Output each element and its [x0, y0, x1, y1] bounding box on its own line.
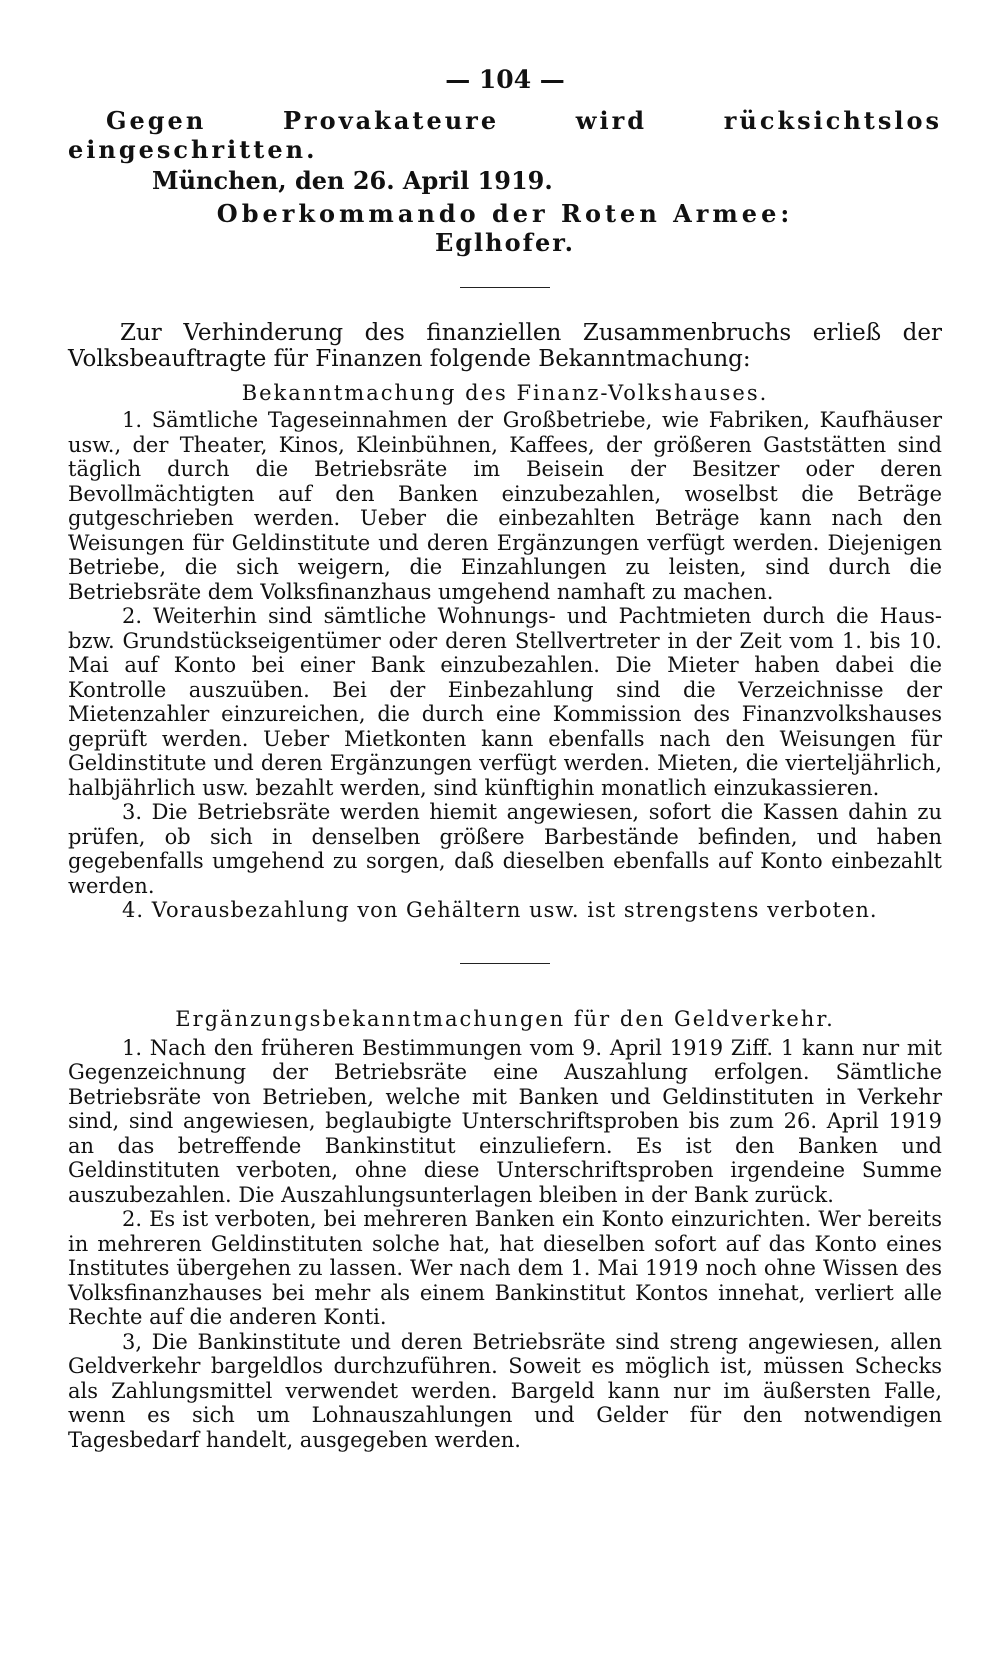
finance-title: Bekanntmachung des Finanz-Volkshauses. [241, 381, 769, 405]
proclamation-block [68, 106, 942, 257]
section-divider [460, 963, 550, 964]
proclamation-place-date: München, den 26. April 1919. [152, 166, 553, 195]
finance-item-2: 2. Weiterhin sind sämtliche Wohnungs- und Pachtmieten durch die Haus- bzw. Grundstückseigentümer oder deren Stellvertreter in der Zeit vom 1. bis 10. Mai auf Konto bei einer Bank einzubezahlen. Die Mieter haben dabei die Kontrolle auszuüben. Bei der Einbezahlung sind die Verzeichnisse der Mietenzahler einzureichen, die durch eine Kommission des Finanzvolkshauses geprüft werden. Ueber Mietkonten kann ebenfalls nach den Weisungen für Geldinstitute und deren Ergänzungen verfügt werden. Mieten, die vierteljährlich, halbjährlich usw. bezahlt werden, sind künftighin monatlich einzukassieren. [68, 604, 942, 800]
finance-item-4: 4. Vorausbezahlung von Gehältern usw. ist strengstens verboten. [122, 898, 878, 922]
proclamation-headline: Gegen Provakateure wird rücksichtslos eingeschritten. [68, 106, 942, 164]
document-page [68, 64, 942, 1452]
supplement-item-1: 1. Nach den früheren Bestimmungen vom 9. April 1919 Ziff. 1 kann nur mit Gegenzeichnung der Betriebsräte eine Auszahlung erfolgen. Sämtliche Betriebsräte von Betrieben, welche mit Banken und Geldinstituten in Verkehr sind, sind angewiesen, beglaubigte Unterschriftsproben bis zum 26. April 1919 an das betreffende Bankinstitut einzuliefern. Es ist den Banken und Geldinstituten verboten, ohne diese Unterschriftsproben irgendeine Summe auszubezahlen. Die Auszahlungsunterlagen bleiben in der Bank zurück. [68, 1035, 942, 1207]
supplement-announcement [68, 1006, 942, 1453]
proclamation-authority: Oberkommando der Roten Armee: [216, 199, 794, 228]
supplement-item-3: 3, Die Bankinstitute und deren Betriebsräte sind streng angewiesen, allen Geldverkehr bargeldlos durchzuführen. Soweit es möglich ist, müssen Schecks als Zahlungsmittel verwendet werden. Bargeld kann nur im äußersten Falle, wenn es sich um Lohnauszahlungen und Gelder für den notwendigen Tagesbedarf handelt, ausgegeben werden. [68, 1329, 942, 1452]
supplement-item-2: 2. Es ist verboten, bei mehreren Banken ein Konto einzurichten. Wer bereits in mehreren Geldinstituten solche hat, hat dieselben sofort auf das Konto eines Institutes übergehen zu lassen. Wer nach dem 1. Mai 1919 noch ohne Wissen des Volksfinanzhauses bei mehr als einem Bankinstitut Kontos innehat, verliert alle Rechte auf die anderen Konti. [68, 1207, 942, 1329]
section-divider [460, 287, 550, 288]
finance-item-1: 1. Sämtliche Tageseinnahmen der Großbetriebe, wie Fabriken, Kaufhäuser usw., der Theater, Kinos, Kleinbühnen, Kaffees, der größeren Gaststätten sind täglich durch die Betriebsräte im Beisein der Besitzer oder deren Bevollmächtigten auf den Banken einzubezahlen, woselbst die Beträge gutgeschrieben werden. Ueber die einbezahlten Beträge kann nach den Weisungen für Geldinstitute und deren Ergänzungen verfügt werden. Diejenigen Betriebe, die sich weigern, die Einzahlungen zu leisten, sind durch die Betriebsräte dem Volksfinanzhaus umgehend namhaft zu machen. [68, 408, 942, 604]
finance-intro: Zur Verhinderung des finanziellen Zusammenbruchs erließ der Volksbeauftragte für Finanzen folgende Bekanntmachung: [68, 320, 942, 372]
finance-item-3: 3. Die Betriebsräte werden hiemit angewiesen, sofort die Kassen dahin zu prüfen, ob sich in denselben größere Barbestände befinden, und haben gegebenfalls umgehend zu sorgen, daß dieselben ebenfalls auf Konto einbezahlt werden. [68, 800, 942, 898]
proclamation-signature: Eglhofer. [434, 228, 576, 257]
supplement-title: Ergänzungsbekanntmachungen für den Geldverkehr. [175, 1006, 835, 1031]
page-number: — 104 — [445, 65, 565, 94]
finance-announcement [68, 320, 942, 923]
